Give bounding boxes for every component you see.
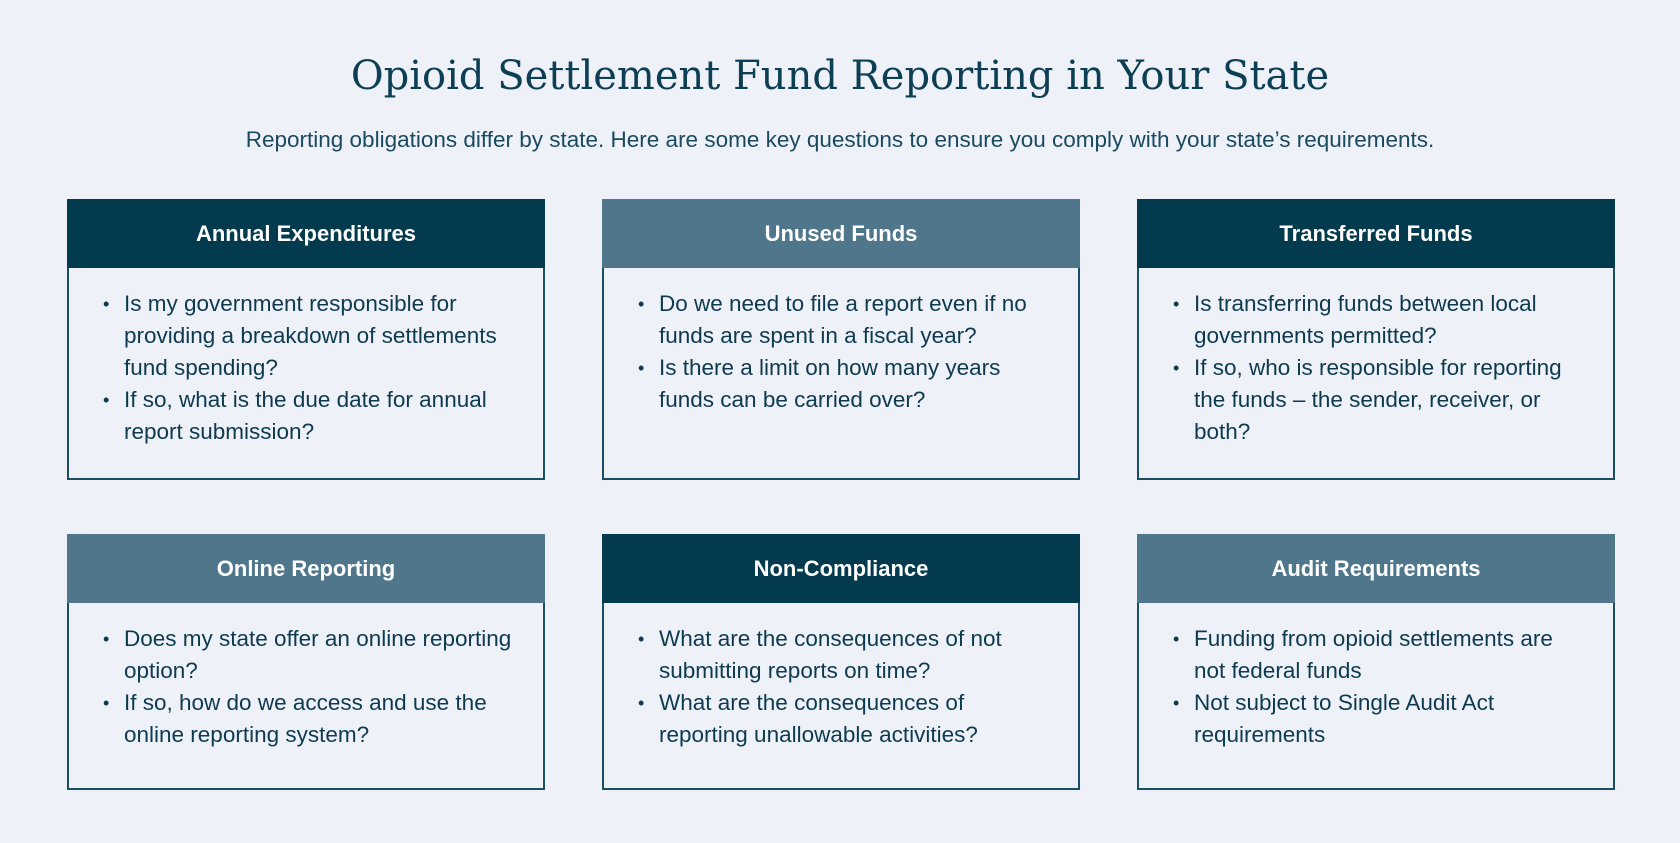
card-body: [604, 268, 1078, 416]
card-header: [602, 199, 1080, 268]
list-item: • Is my government responsible for providing a breakdown of settlements fund spending?: [103, 288, 513, 384]
list-item: • What are the consequences of reporting unallowable activities?: [638, 687, 1048, 751]
card-title: Non-Compliance: [753, 555, 929, 581]
card-body: [1139, 603, 1613, 751]
card-header: [1137, 534, 1615, 603]
card-non-compliance: [602, 534, 1080, 790]
card-annual-expenditures: [67, 199, 545, 480]
question-list: [638, 623, 1048, 751]
card-body: [604, 603, 1078, 751]
card-title: Unused Funds: [764, 220, 918, 246]
list-item: • What are the consequences of not submitting reports on time?: [638, 623, 1048, 687]
card-online-reporting: [67, 534, 545, 790]
list-item: • If so, what is the due date for annual report submission?: [103, 384, 513, 448]
card-title: Online Reporting: [216, 555, 396, 581]
card-title: Annual Expenditures: [195, 220, 417, 246]
card-title: Transferred Funds: [1279, 220, 1473, 246]
card-header: [67, 199, 545, 268]
question-list: [103, 623, 513, 751]
question-list: [1173, 288, 1583, 448]
list-item: • Is transferring funds between local governments permitted?: [1173, 288, 1583, 352]
list-item: • Do we need to file a report even if no funds are spent in a fiscal year?: [638, 288, 1048, 352]
question-list: [638, 288, 1048, 416]
card-unused-funds: [602, 199, 1080, 480]
card-header: [67, 534, 545, 603]
list-item: • Not subject to Single Audit Act requirements: [1173, 687, 1583, 751]
list-item: • Is there a limit on how many years funds can be carried over?: [638, 352, 1048, 416]
card-header: [1137, 199, 1615, 268]
card-header: [602, 534, 1080, 603]
card-body: [69, 268, 543, 448]
question-list: [103, 288, 513, 448]
question-list: [1173, 623, 1583, 751]
list-item: • If so, who is responsible for reporting the funds – the sender, receiver, or both?: [1173, 352, 1583, 448]
card-transferred-funds: [1137, 199, 1615, 480]
card-body: [69, 603, 543, 751]
list-item: • Funding from opioid settlements are not federal funds: [1173, 623, 1583, 687]
list-item: • Does my state offer an online reporting option?: [103, 623, 513, 687]
list-item: • If so, how do we access and use the online reporting system?: [103, 687, 513, 751]
page-subtitle: Reporting obligations differ by state. Here are some key questions to ensure you comply with your state’s requirements.: [245, 127, 1435, 152]
card-audit-requirements: [1137, 534, 1615, 790]
card-body: [1139, 268, 1613, 448]
cards-grid: [67, 199, 1615, 790]
card-title: Audit Requirements: [1271, 555, 1481, 581]
page-title: Opioid Settlement Fund Reporting in Your State: [350, 53, 1330, 99]
